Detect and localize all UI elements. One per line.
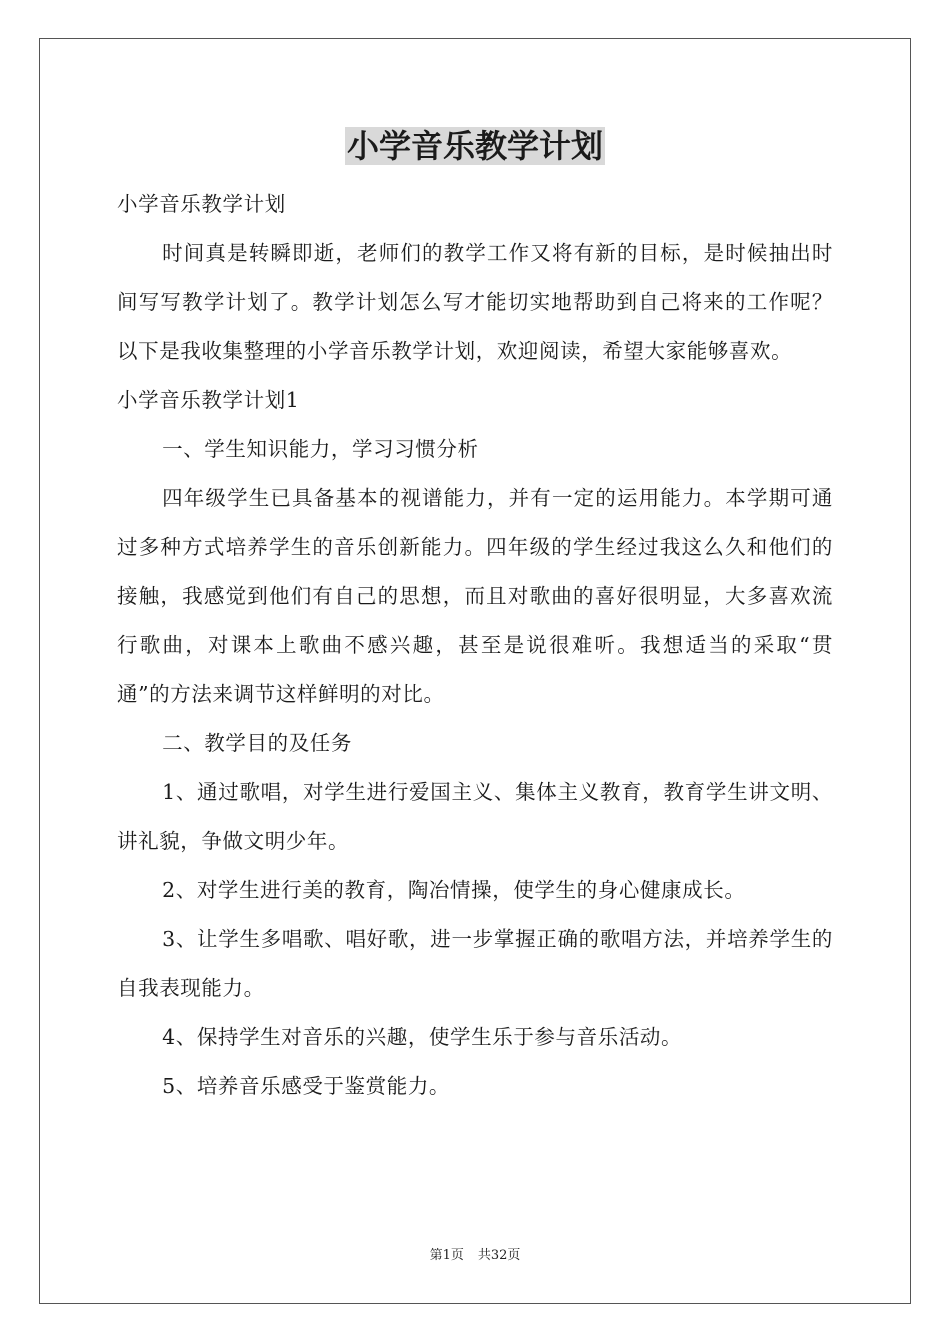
part1-heading: 一、学生知识能力，学习习惯分析 xyxy=(162,437,479,461)
list-item: 2、对学生进行美的教育，陶冶情操，使学生的身心健康成长。 xyxy=(162,878,746,902)
document-body xyxy=(117,180,833,1111)
list-item: 4、保持学生对音乐的兴趣，使学生乐于参与音乐活动。 xyxy=(162,1025,683,1049)
list-item: 5、培养音乐感受于鉴赏能力。 xyxy=(162,1074,451,1098)
part1-paragraph: 四年级学生已具备基本的视谱能力，并有一定的运用能力。本学期可通过多种方式培养学生的音乐创新能力。四年级的学生经过我这么久和他们的接触，我感觉到他们有自己的思想，而且对歌曲的喜好很明显，大多喜欢流行歌曲，对课本上歌曲不感兴趣，甚至是说很难听。我想适当的采取“贯通”的方法来调节这样鲜明的对比。 xyxy=(117,486,833,706)
document-title xyxy=(0,124,950,168)
part2-heading: 二、教学目的及任务 xyxy=(162,731,352,755)
document-subtitle: 小学音乐教学计划 xyxy=(117,192,286,216)
page-total: 共32页 xyxy=(477,1248,521,1263)
list-item: 1、通过歌唱，对学生进行爱国主义、集体主义教育，教育学生讲文明、讲礼貌，争做文明少年。 xyxy=(117,780,833,853)
list-item: 3、让学生多唱歌、唱好歌，进一步掌握正确的歌唱方法，并培养学生的自我表现能力。 xyxy=(117,927,833,1000)
intro-paragraph: 时间真是转瞬即逝，老师们的教学工作又将有新的目标，是时候抽出时间写写教学计划了。教学计划怎么写才能切实地帮助到自己将来的工作呢？以下是我收集整理的小学音乐教学计划，欢迎阅读，希望大家能够喜欢。 xyxy=(117,241,833,363)
page-number: 第1页 xyxy=(429,1248,464,1263)
section-heading: 小学音乐教学计划1 xyxy=(117,388,300,412)
document-title-text: 小学音乐教学计划 xyxy=(346,127,603,165)
page-footer xyxy=(0,1247,950,1265)
